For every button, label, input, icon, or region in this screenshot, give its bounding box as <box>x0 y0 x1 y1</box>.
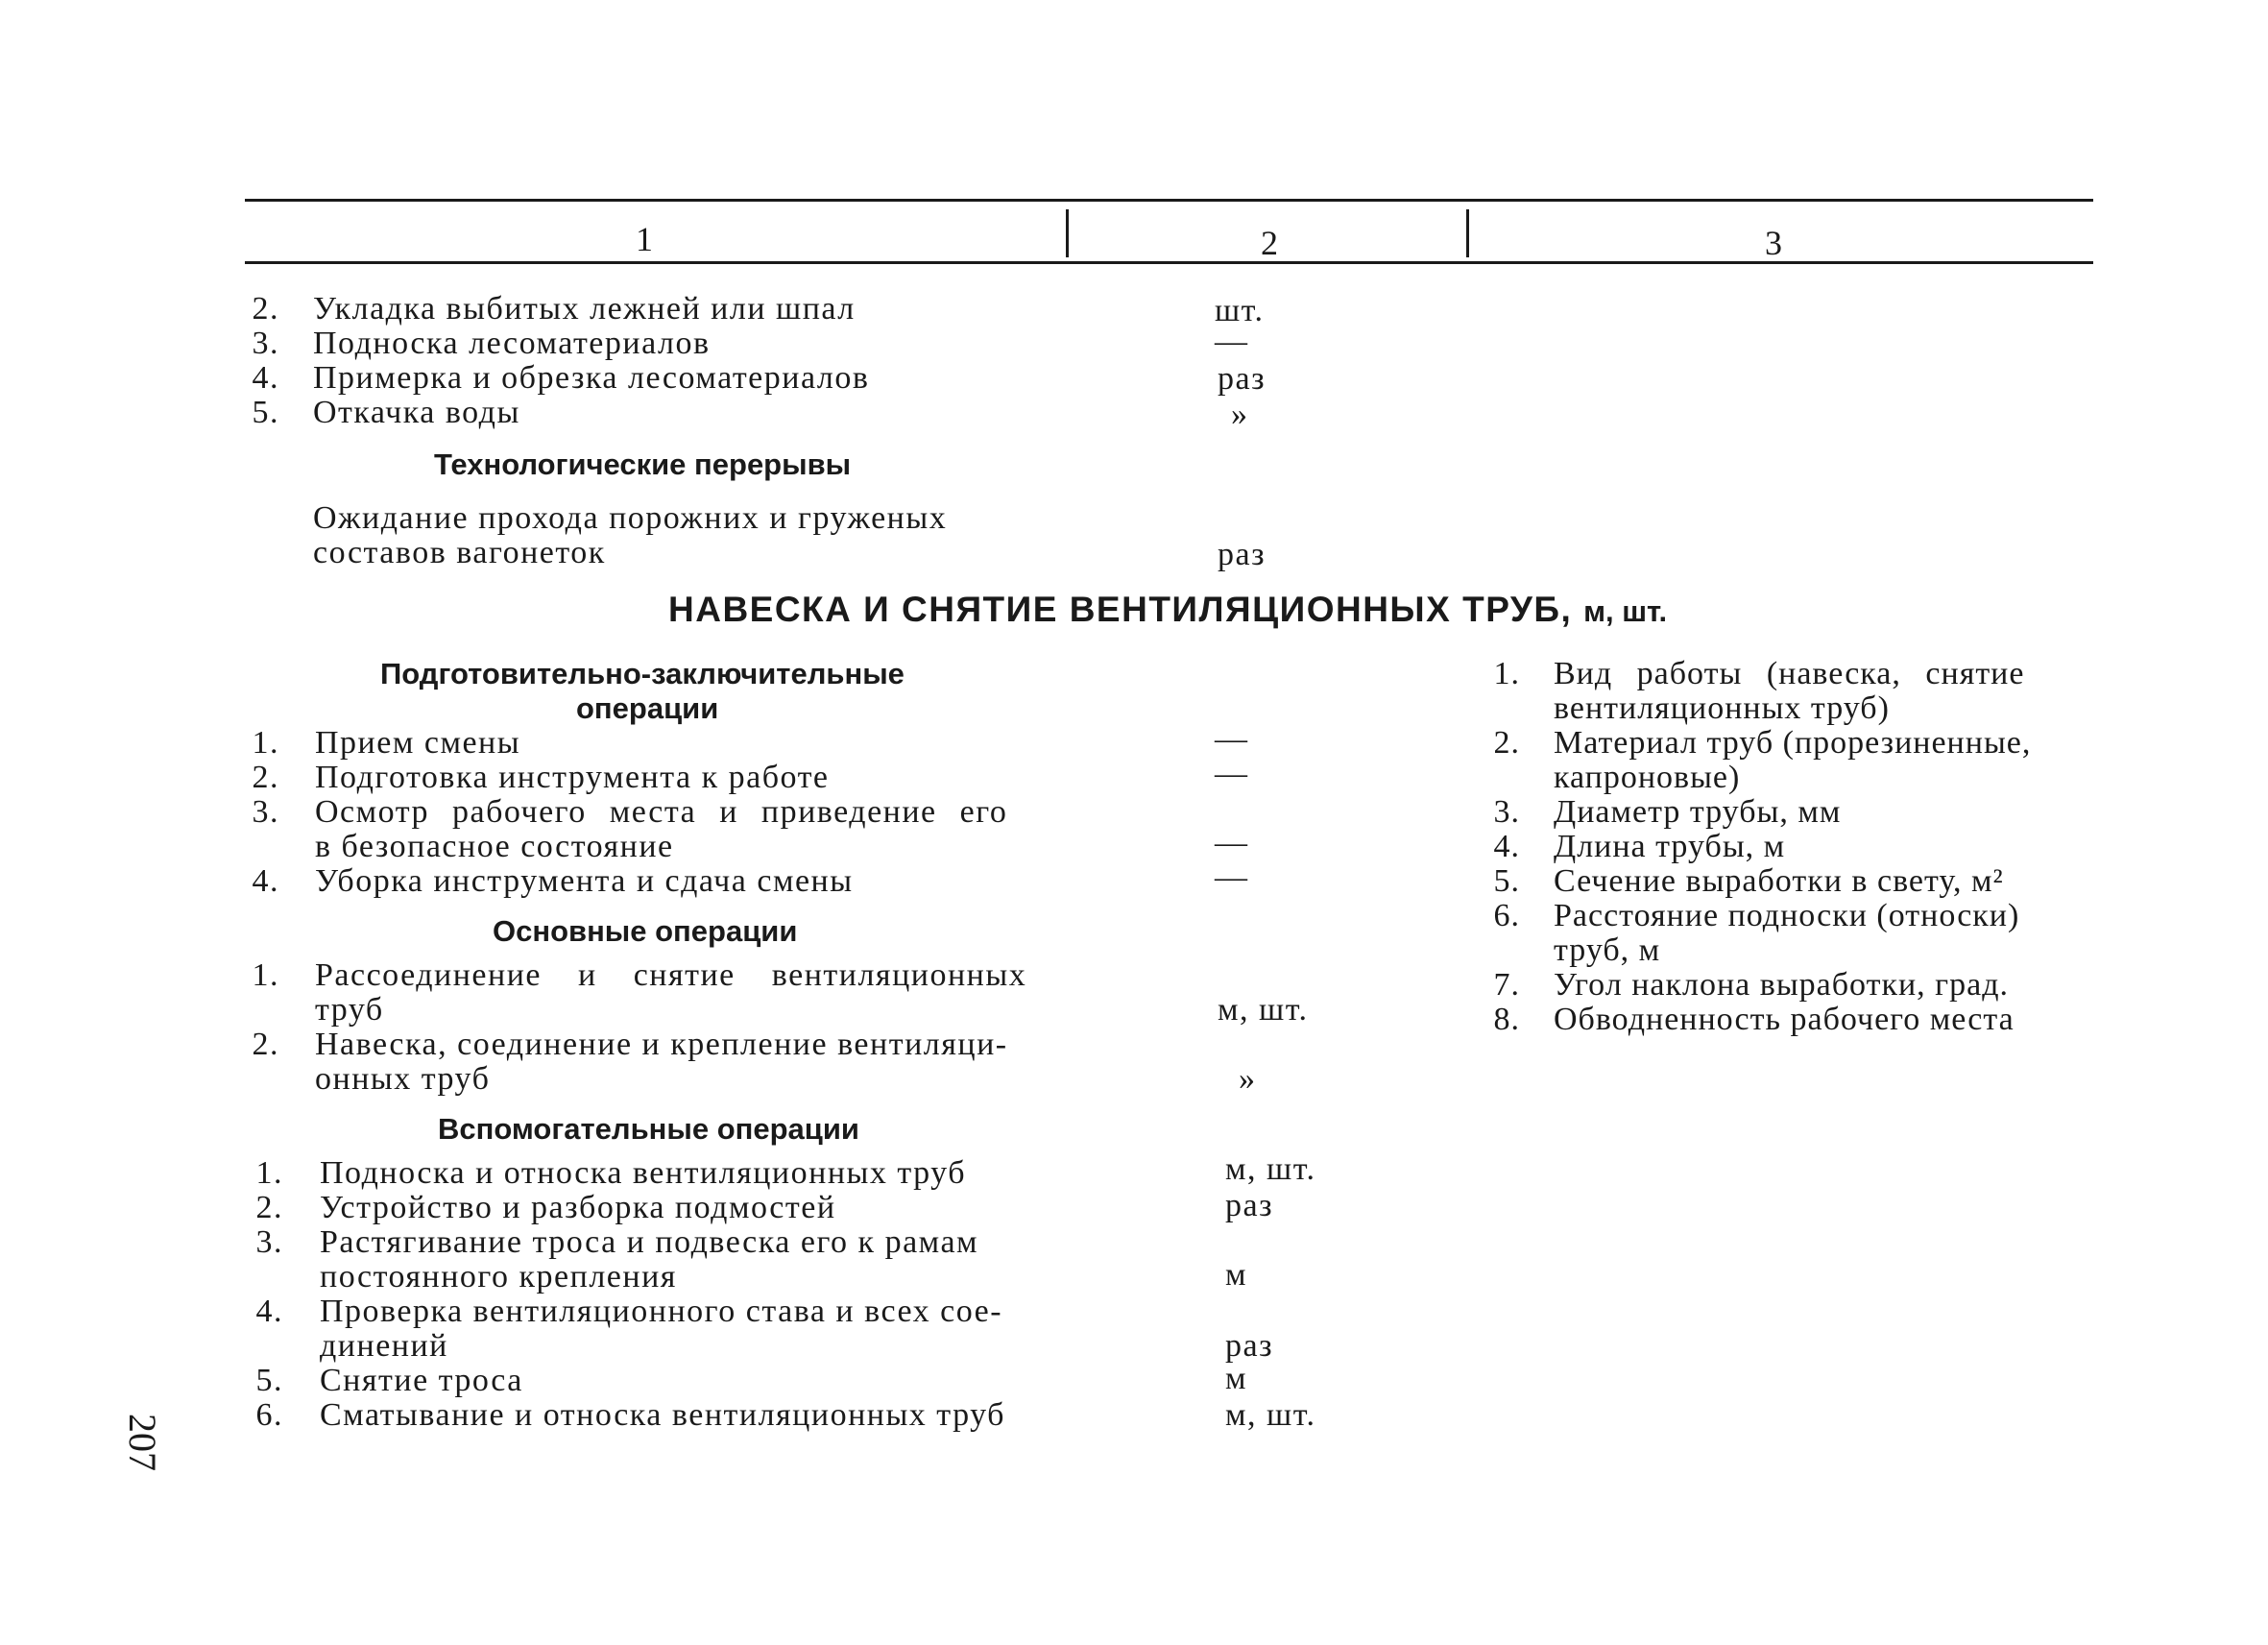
tech-breaks-line-2: составов вагонеток <box>313 535 606 570</box>
list-item-text: Прием смены <box>315 725 521 761</box>
list-item-number: 2. <box>252 760 279 795</box>
list-item-number: 4. <box>252 863 279 899</box>
list-item-text: Угол наклона выработки, град. <box>1554 967 2010 1003</box>
column-header-1: 1 <box>636 220 653 258</box>
prep-heading-line-2: операции <box>576 691 719 725</box>
section-title <box>668 590 1667 630</box>
list-item-text: Длина трубы, м <box>1554 829 1786 864</box>
list-item-number: 2. <box>255 1190 283 1225</box>
list-item-unit: м, шт. <box>1218 992 1309 1028</box>
tech-breaks-unit: раз <box>1218 537 1267 572</box>
list-item-unit: м, шт. <box>1225 1397 1316 1433</box>
list-item-text: труб <box>315 992 384 1028</box>
section-title-units: м, шт. <box>1583 594 1668 628</box>
list-item-unit: — <box>1215 721 1249 757</box>
header-top-rule <box>245 199 2093 202</box>
list-item-text: Снятие троса <box>320 1363 523 1398</box>
list-item-text: вентиляционных труб) <box>1554 690 1890 726</box>
list-item-number: 1. <box>1493 656 1520 691</box>
section-title-text: НАВЕСКА И СНЯТИЕ ВЕНТИЛЯЦИОННЫХ ТРУБ, <box>668 590 1573 629</box>
column-header-3: 3 <box>1765 224 1782 262</box>
list-item-text: Вид работы (навеска, снятие <box>1554 656 2025 691</box>
list-item-text: Обводненность рабочего места <box>1554 1002 2015 1037</box>
list-item-text: онных труб <box>315 1061 491 1097</box>
list-item-number: 5. <box>252 395 279 430</box>
list-item-text: Подноска и относка вентиляционных труб <box>320 1155 967 1191</box>
list-item-unit: раз <box>1218 361 1267 397</box>
list-item-number: 4. <box>1493 829 1520 864</box>
list-item-unit: — <box>1215 756 1249 791</box>
list-item-number: 4. <box>255 1294 283 1329</box>
list-item-text: Проверка вентиляционного става и всех сое- <box>320 1294 1003 1329</box>
list-item-text: Подноска лесоматериалов <box>313 326 711 361</box>
prep-heading-line-1: Подготовительно-заключительные <box>380 657 905 690</box>
list-item-text: Рассоединение и снятие вентиляционных <box>315 957 1027 993</box>
list-item-number: 3. <box>252 326 279 361</box>
list-item-text: Примерка и обрезка лесоматериалов <box>313 360 870 396</box>
header-divider-2 <box>1466 209 1469 257</box>
list-item-unit: — <box>1215 825 1249 860</box>
list-item-text: Растягивание троса и подвеска его к рамам <box>320 1224 979 1260</box>
list-item-number: 2. <box>1493 725 1520 761</box>
aux-ops-heading: Вспомогательные операции <box>438 1112 859 1146</box>
list-item-number: 5. <box>255 1363 283 1398</box>
list-item-number: 1. <box>255 1155 283 1191</box>
list-item-text: Подготовка инструмента к работе <box>315 760 830 795</box>
list-item-number: 3. <box>1493 794 1520 830</box>
list-item-unit: — <box>1215 859 1249 895</box>
tech-breaks-heading: Технологические перерывы <box>434 448 852 481</box>
header-divider-1 <box>1066 209 1069 257</box>
list-item-unit: » <box>1231 397 1249 432</box>
list-item-text: Навеска, соединение и крепление вентиляци- <box>315 1027 1008 1062</box>
list-item-text: динений <box>320 1328 448 1364</box>
list-item-text: Расстояние подноски (относки) <box>1554 898 2020 933</box>
list-item-text: Уборка инструмента и сдача смены <box>315 863 854 899</box>
list-item-unit: » <box>1239 1061 1257 1097</box>
list-item-unit: м <box>1225 1257 1248 1293</box>
list-item-unit: шт. <box>1215 293 1265 328</box>
list-item-number: 3. <box>252 794 279 830</box>
list-item-number: 8. <box>1493 1002 1520 1037</box>
list-item-text: Диаметр трубы, мм <box>1554 794 1842 830</box>
list-item-text: в безопасное состояние <box>315 829 674 864</box>
tech-breaks-line-1: Ожидание прохода порожних и груженых <box>313 500 948 536</box>
list-item-number: 4. <box>252 360 279 396</box>
list-item-number: 3. <box>255 1224 283 1260</box>
list-item-unit: раз <box>1225 1188 1274 1223</box>
list-item-unit: — <box>1215 324 1249 359</box>
list-item-unit: раз <box>1225 1328 1274 1364</box>
main-ops-heading: Основные операции <box>493 914 798 948</box>
list-item-text: труб, м <box>1554 932 1661 968</box>
list-item-number: 6. <box>1493 898 1520 933</box>
list-item-number: 7. <box>1493 967 1520 1003</box>
list-item-text: Осмотр рабочего места и приведение его <box>315 794 1008 830</box>
list-item-unit: м, шт. <box>1225 1151 1316 1187</box>
list-item-text: капроновые) <box>1554 760 1741 795</box>
header-bottom-rule <box>245 261 2093 264</box>
list-item-text: Откачка воды <box>313 395 520 430</box>
list-item-text: Материал труб (прорезиненные, <box>1554 725 2032 761</box>
list-item-unit: м <box>1225 1361 1248 1396</box>
list-item-text: Укладка выбитых лежней или шпал <box>313 291 856 327</box>
list-item-text: Сечение выработки в свету, м² <box>1554 863 2004 899</box>
list-item-number: 2. <box>252 291 279 327</box>
list-item-number: 2. <box>252 1027 279 1062</box>
column-header-2: 2 <box>1261 224 1278 262</box>
page-number: 207 <box>121 1414 164 1471</box>
list-item-text: Сматывание и относка вентиляционных труб <box>320 1397 1005 1433</box>
list-item-number: 5. <box>1493 863 1520 899</box>
list-item-number: 1. <box>252 725 279 761</box>
list-item-number: 6. <box>255 1397 283 1433</box>
list-item-number: 1. <box>252 957 279 993</box>
list-item-text: постоянного крепления <box>320 1259 677 1294</box>
list-item-text: Устройство и разборка подмостей <box>320 1190 836 1225</box>
